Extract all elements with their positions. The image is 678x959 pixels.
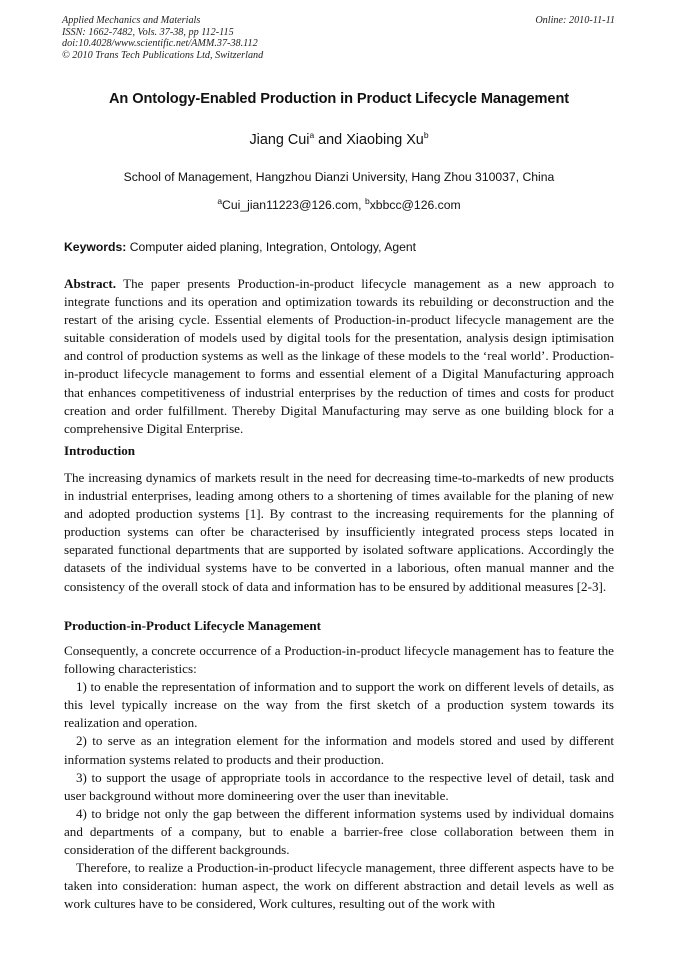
email-address: Cui_jian11223@126.com, <box>222 198 365 212</box>
author-superscript: a <box>309 130 315 141</box>
publication-info <box>62 15 263 61</box>
keywords-label: Keywords: <box>64 240 127 254</box>
journal-name: Applied Mechanics and Materials <box>62 15 201 26</box>
email-superscript: b <box>364 195 370 206</box>
plm-section-body <box>64 642 614 913</box>
author-name: Xiaobing Xu <box>346 132 424 148</box>
abstract-text: The paper presents Production-in-product lifecycle management as a new approach to integrate functions and its operation and optimization towards its rebuilding or deconstruction and the restart of the arising cycle. Essential elements of Production-in-product lifecycle management are the suitable consideration of models used by digital tools for the presentation, analysis design iptimisation and control of production systems as well as the linkage of these models to the ‘real world’. Production-in-product lifecycle management to forms and essential element of a Digital Manufacturing approach that enhances competitiveness of industrial enterprises by the reduction of times and costs for product creation and order fulfillment. Thereby Digital Manufacturing may serve as one building block for a comprehensive Digital Enterprise. <box>64 276 614 436</box>
affiliation: School of Management, Hangzhou Dianzi University, Hang Zhou 310037, China <box>123 170 555 184</box>
characteristic-item: 3) to support the usage of appropriate tools in accordance to the respective level of detail, task and user background without more domineering over the user than inevitable. <box>64 769 614 803</box>
email-superscript: a <box>217 195 223 206</box>
characteristic-item: 4) to bridge not only the gap between the different information systems used by individual domains and departments of a company, but to enable a barrier-free close collaboration between them in consideration of the different backgrounds. <box>64 805 614 858</box>
section-heading-introduction: Introduction <box>64 443 136 458</box>
paper-title: An Ontology-Enabled Production in Product Lifecycle Management <box>108 91 570 107</box>
abstract <box>64 275 614 438</box>
section-heading-plm: Production-in-Product Lifecycle Management <box>64 618 321 633</box>
author-line <box>0 132 678 148</box>
author-name: Jiang Cui <box>249 132 310 148</box>
introduction-text: The increasing dynamics of markets result in the need for decreasing time-to-markedts of new products in industrial enterprises, leading among others to a shortening of times available for the planing of new and adopted production systems [1]. By contrast to the increasing requirements for the planning of production systems can ofter be characterised by insufficiently integrated process steps located in separated functional departments that are supported by isolated software applications. Accordingly the datasets of the individual systems have to be converted in a laborious, often manual manner and the consistency of the overall stock of data and information has to be ensured by additional measures [2-3]. <box>64 470 614 594</box>
author-conjunction: and <box>314 132 347 148</box>
keywords <box>64 240 616 254</box>
characteristic-item: 1) to enable the representation of information and to support the work on different levels of details, as this level typically increase on the way from the first sketch of a production system towards its realization and operation. <box>64 679 614 731</box>
issn-line: ISSN: 1662-7482, Vols. 37-38, pp 112-115 <box>62 26 234 38</box>
copyright-line: © 2010 Trans Tech Publications Ltd, Switzerland <box>62 49 264 61</box>
characteristic-item: 2) to serve as an integration element for the information and models stored and used by different information systems related to products and their production. <box>64 733 614 767</box>
author-superscript: b <box>423 130 429 141</box>
keywords-text: Computer aided planing, Integration, Ontology, Agent <box>126 240 417 254</box>
doi-line: doi:10.4028/www.scientific.net/AMM.37-38.112 <box>62 38 258 50</box>
online-date: Online: 2010-11-11 <box>535 15 615 26</box>
abstract-label: Abstract. <box>64 276 116 291</box>
plm-intro-text: Consequently, a concrete occurrence of a Production-in-product lifecycle management has to feature the following characteristics: <box>64 643 614 677</box>
email-address: xbbcc@126.com <box>369 198 461 212</box>
author-emails <box>0 195 678 212</box>
introduction-paragraph <box>64 469 614 596</box>
plm-closing-text: Therefore, to realize a Production-in-product lifecycle management, three different aspects have to be taken into consideration: human aspect, the work on different abstraction and detail levels as well as work cultures have to be considered, Work cultures, resulting out of the work with <box>64 860 614 912</box>
